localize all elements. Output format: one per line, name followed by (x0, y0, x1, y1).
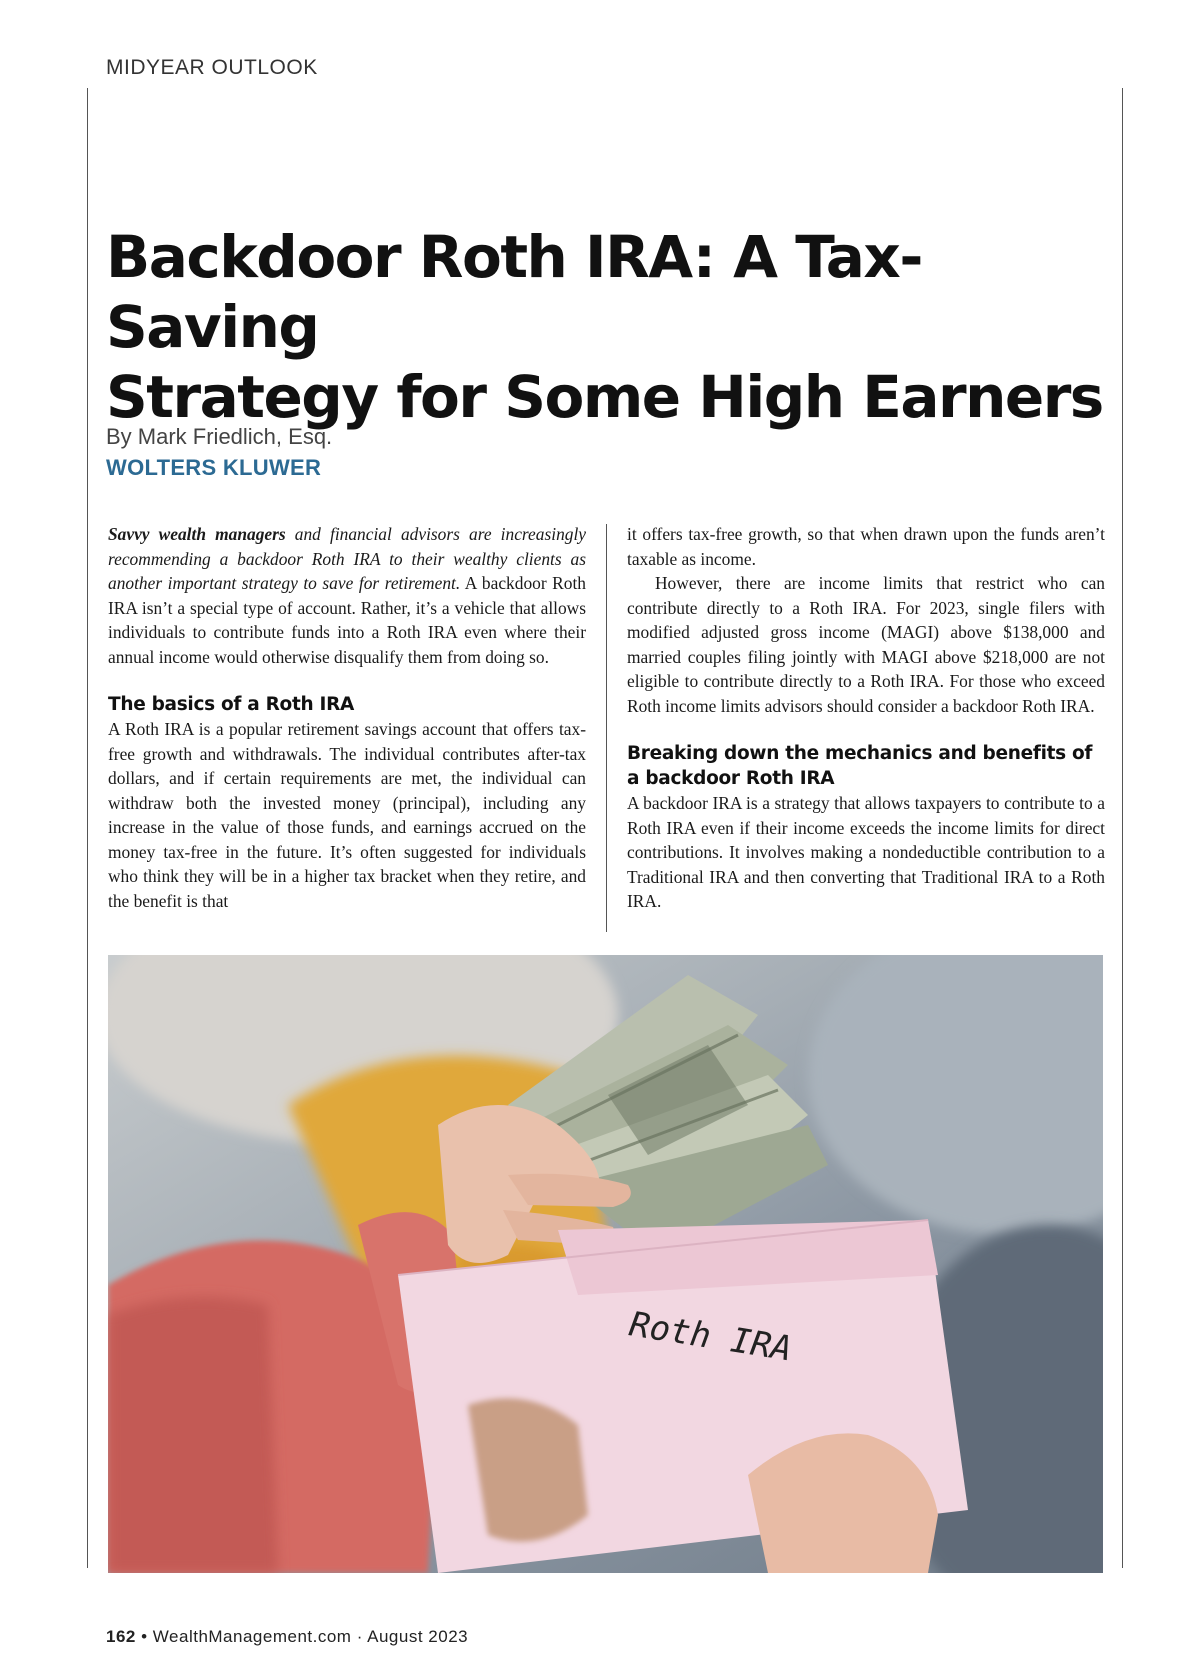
article-title (106, 222, 1106, 432)
right-margin-rule (1122, 88, 1123, 1568)
intro-lead-italic: and financial advisors are increasingly recommending a backdoor Roth IRA to their wealthy clients as another important strategy to save for retirement. (108, 524, 587, 593)
mechanics-paragraph: A backdoor IRA is a strategy that allows taxpayers to contribute to a Roth IRA even if their income exceeds the income limits for direct contributions. It involves making a nondeductible contribution to a Traditional IRA and then converting that Traditional IRA to a Roth IRA. (627, 793, 1105, 911)
basics-continued-paragraph: it offers tax-free growth, so that when drawn upon the funds aren’t taxable as income. (627, 524, 1105, 569)
basics-paragraph: A Roth IRA is a popular retirement savings account that offers tax-free growth and withdrawals. The individual contributes after-tax dollars, and if certain requirements are met, the individual can withdraw both the invested money (principal), including any increase in the value of those funds, and earnings accrued on the money tax-free in the future. It’s often suggested for individuals who think they will be in a higher tax bracket when they retire, and the benefit is that (108, 719, 586, 911)
envelope-handwriting: Roth IRA (626, 1304, 795, 1370)
column-divider (606, 524, 607, 932)
article-photo (108, 955, 1103, 1573)
intro-paragraph (108, 522, 586, 669)
income-limits-paragraph: However, there are income limits that restrict who can contribute directly to a Roth IRA. For 2023, single filers with modified adjusted gross income (MAGI) above $138,000 and married couples filing jointly with MAGI above $218,000 are not eligible to contribute directly to a Roth IRA. For those who exceed Roth income limits advisors should consider a backdoor Roth IRA. (627, 573, 1105, 716)
left-margin-rule (87, 88, 88, 1568)
intro-rest: A backdoor Roth IRA isn’t a special type of account. Rather, it’s a vehicle that allows individuals to contribute funds into a Roth IRA even where their annual income would otherwise disqualify them from doing so. (108, 573, 586, 667)
author-organization: WOLTERS KLUWER (106, 455, 322, 480)
article-column-right (627, 522, 1105, 914)
heading-mechanics: Breaking down the mechanics and benefits of a backdoor Roth IRA (627, 743, 1093, 789)
photo-illustration (108, 955, 1103, 1573)
title-line-1: Backdoor Roth IRA: A Tax-Saving (106, 223, 922, 361)
section-label: MIDYEAR OUTLOOK (106, 56, 318, 79)
heading-basics: The basics of a Roth IRA (108, 694, 355, 715)
byline: By Mark Friedlich, Esq. (106, 424, 333, 449)
footer-bullet: • (141, 1627, 148, 1646)
footer-publication: WealthManagement.com · August 2023 (152, 1627, 469, 1646)
article-column-left (108, 522, 586, 913)
page-footer (106, 1627, 468, 1647)
title-line-2: Strategy for Some High Earners (106, 363, 1103, 431)
intro-lead-bold: Savvy wealth managers (108, 524, 286, 544)
page-number: 162 (106, 1627, 136, 1646)
